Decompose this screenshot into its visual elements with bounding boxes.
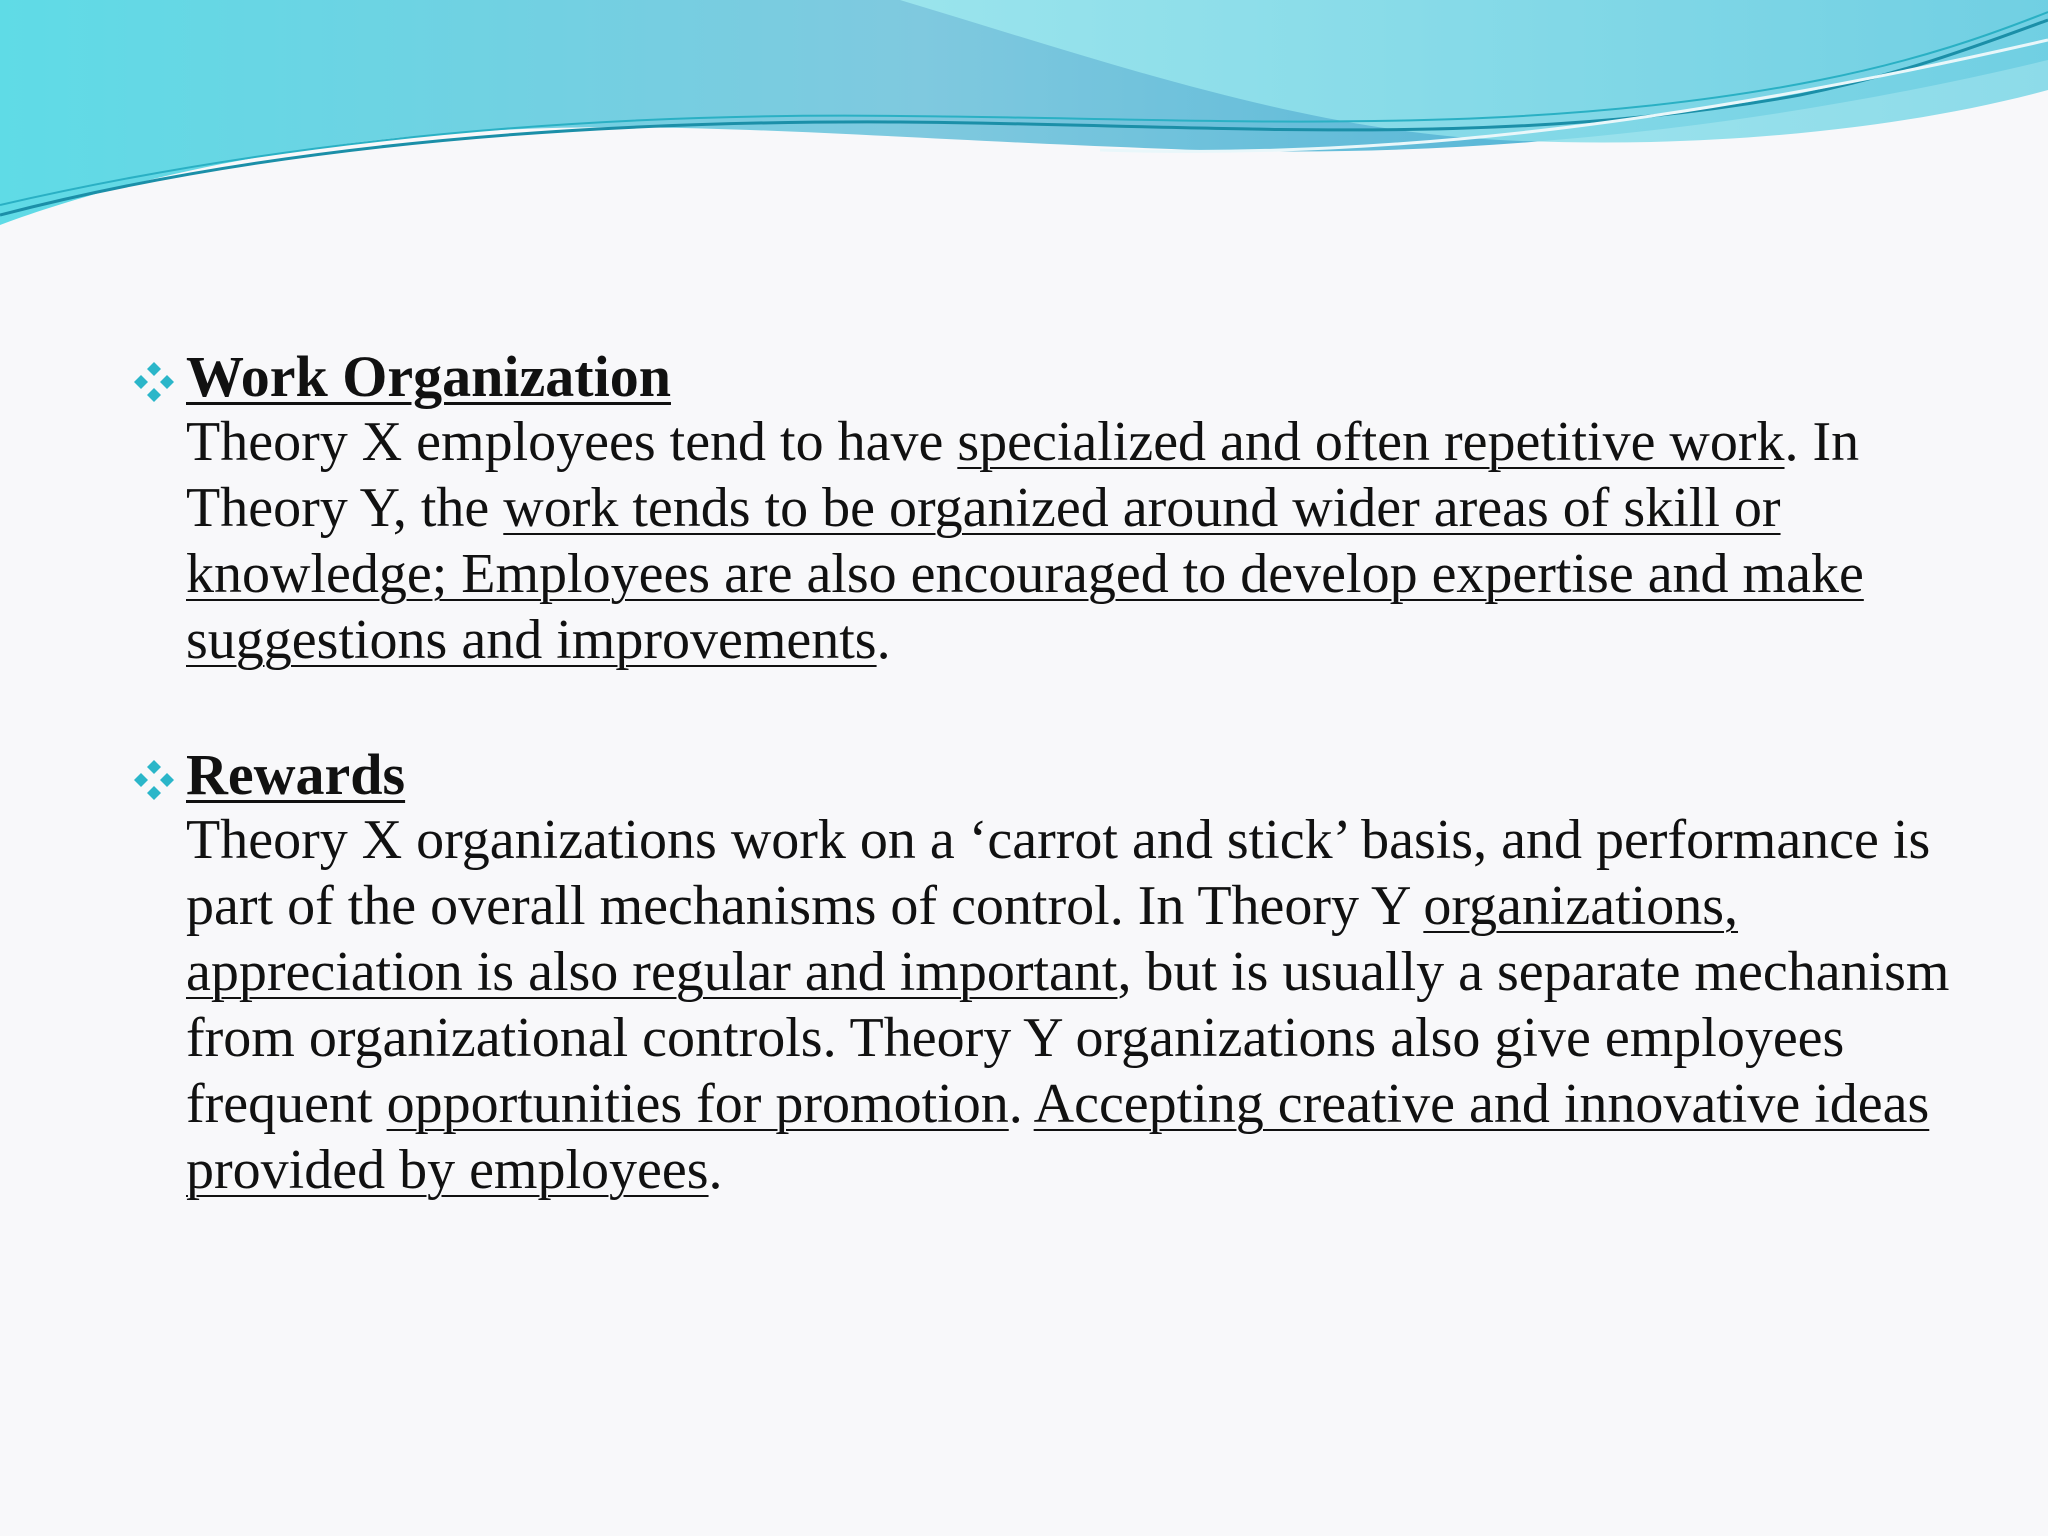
underlined-text-segment: opportunities for promotion bbox=[386, 1073, 1009, 1135]
underlined-text-segment: specialized and often repetitive work bbox=[957, 411, 1785, 473]
underlined-text-segment: organizations, appreciation is also regular and important bbox=[186, 875, 1739, 1003]
underlined-text-segment: Accepting creative and innovative ideas provided by employees bbox=[186, 1073, 1930, 1201]
text-segment: . In Theory Y, the bbox=[186, 411, 1860, 539]
text-segment: . bbox=[1008, 1073, 1034, 1135]
section-paragraph bbox=[186, 807, 1976, 1203]
four-diamond-bullet-icon bbox=[130, 358, 178, 406]
text-segment: , but is usually a separate mechanism from organizational controls. Theory Y organizations also give employees frequent bbox=[186, 941, 1950, 1135]
text-segment: Theory X employees tend to have bbox=[186, 411, 958, 473]
underlined-text-segment: work tends to be organized around wider areas of skill or knowledge; Employees are also encouraged to develop expertise and make suggestions and improvements bbox=[186, 477, 1864, 671]
header-wave-decoration bbox=[0, 0, 2048, 240]
four-diamond-bullet-icon bbox=[130, 756, 178, 804]
slide-content bbox=[130, 344, 1950, 1203]
section-heading: Rewards bbox=[186, 742, 406, 807]
text-segment: . bbox=[708, 1139, 723, 1201]
bullet-work-organization bbox=[130, 345, 1930, 673]
text-segment: . bbox=[876, 609, 891, 671]
text-segment: Theory X organizations work on a ‘carrot and stick’ basis, and performance is part of the overall mechanisms of control. In Theory Y bbox=[186, 809, 1931, 937]
section-heading: Work Organization bbox=[186, 344, 671, 409]
bullet-rewards bbox=[130, 742, 1950, 1203]
section-paragraph bbox=[186, 409, 1976, 673]
